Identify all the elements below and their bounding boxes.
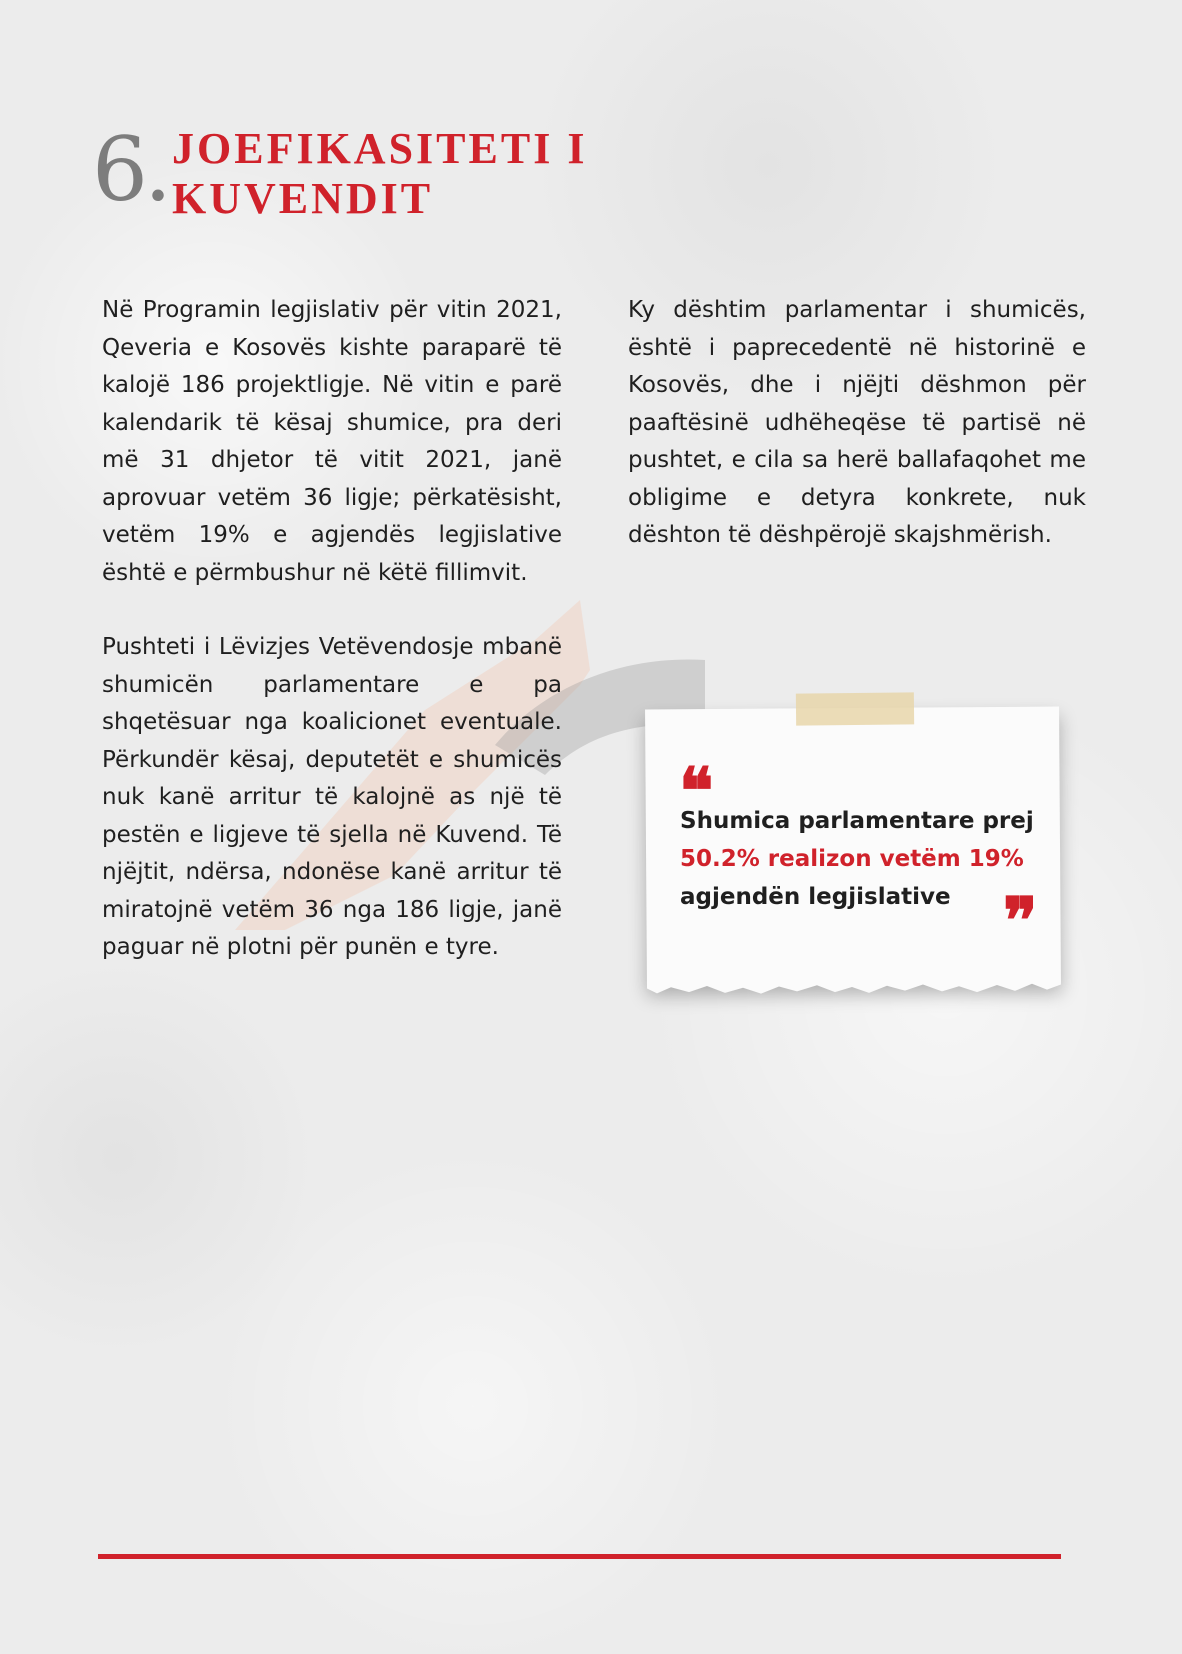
torn-edge <box>647 981 1061 996</box>
section-title <box>172 124 587 224</box>
callout-line-2: 50.2% realizon vetëm 19% <box>680 846 1024 872</box>
section-title-line-1: JOEFIKASITETI I <box>172 124 588 173</box>
section-number: 6. <box>92 118 168 221</box>
tape-strip <box>796 692 914 725</box>
section-title-line-2: KUVENDIT <box>172 174 434 223</box>
open-quote-icon: ❝ <box>679 756 714 827</box>
close-quote-icon: ❞ <box>1003 886 1038 957</box>
callout-line-1: Shumica parlamentare prej <box>680 808 1034 834</box>
body-column-right <box>628 292 1086 555</box>
body-paragraph-1: Në Programin legjislativ për vitin 2021, Qeveria e Kosovës kishte paraparë të kalojë 186 projektligje. Në vitin e parë kalendarik të kësaj shumice, pra deri më 31 dhjetor të vitit 2021, janë aprovuar vetëm 36 ligje; përkatësisht, vetëm 19% e agjendës legjislative është e përmbushur në këtë fillimvit. <box>102 297 562 586</box>
body-column-left <box>102 292 562 967</box>
body-paragraph-3: Ky dështim parlamentar i shumicës, është i paprecedentë në historinë e Kosovës, dhe i njëjti dëshmon për paaftësinë udhëheqëse të partisë në pushtet, e cila sa herë ballafaqohet me obligime e detyra konkrete, nuk dështon të dëshpërojë skajshmërish. <box>628 297 1086 548</box>
body-paragraph-2: Pushteti i Lëvizjes Vetëvendosje mbanë shumicën parlamentare e pa shqetësuar nga koalicionet eventuale. Përkundër kësaj, deputetët e shumicës nuk kanë arritur të kalojnë as një të pestën e ligjeve të sjella në Kuvend. Të njëjtit, ndërsa, ndonëse kanë arritur të miratojnë vetëm 36 nga 186 ligje, janë paguar në plotni për punën e tyre. <box>102 634 562 960</box>
section-heading <box>92 120 792 240</box>
callout-line-3: agjendën legjislative <box>680 884 951 910</box>
footer-rule <box>98 1554 1061 1559</box>
